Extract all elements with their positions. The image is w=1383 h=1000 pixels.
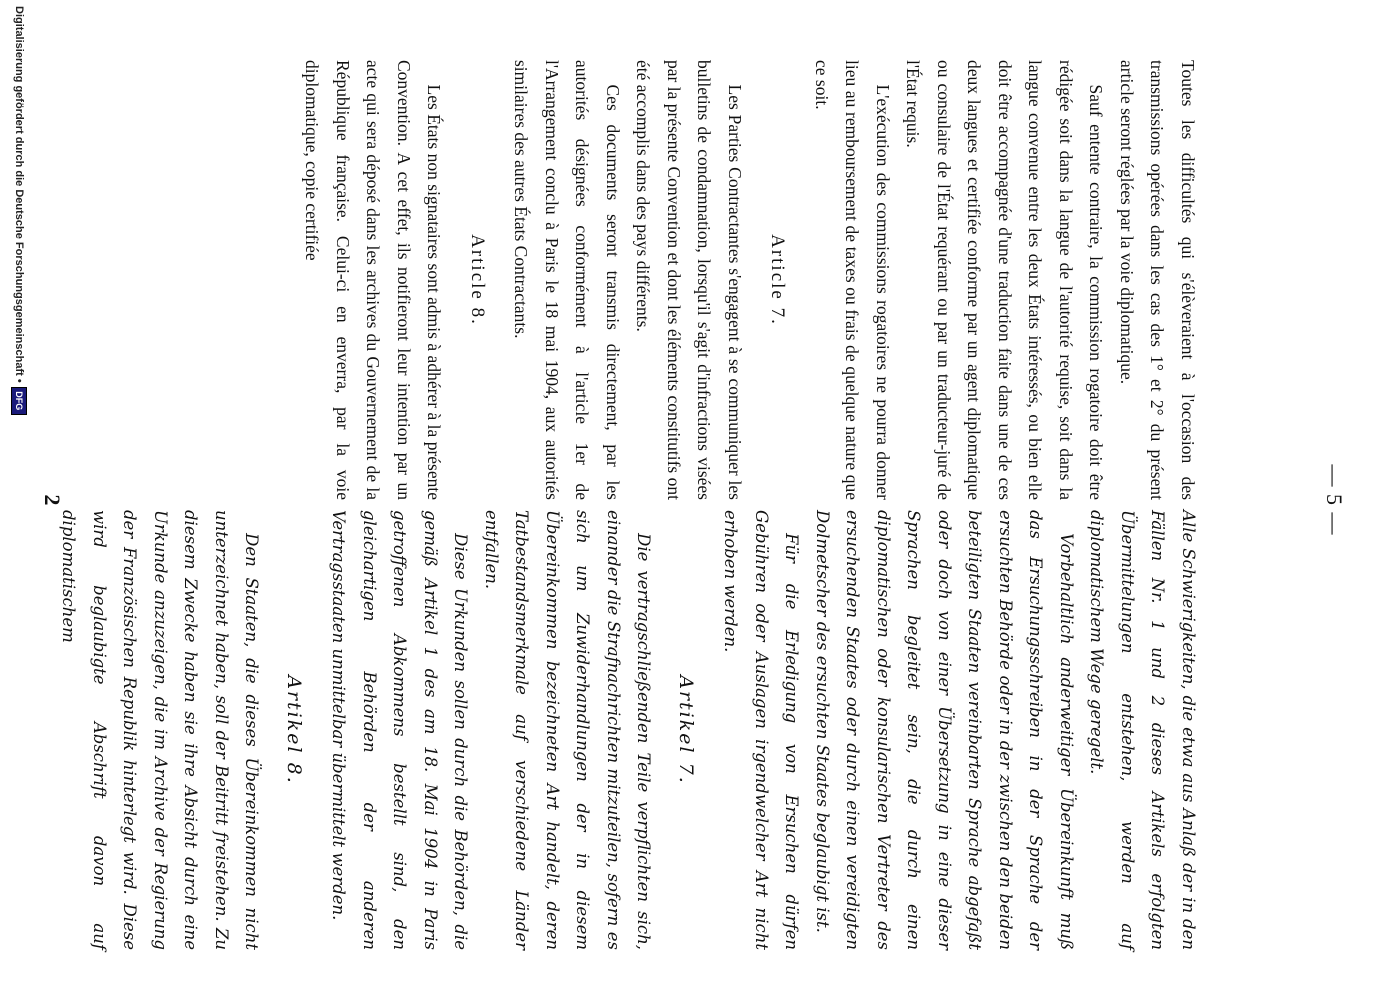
fr-paragraph: Les États non signataires sont admis à adhérer à la présente Convention. A cet effet, ils notifieront leur intention par un acte qui sera déposé dans les archives du Gouvernement de la République française. Celui-ci en enverra, par la voie diplomatique, copie certifiée [302, 60, 445, 500]
signature-mark: 2 [40, 494, 65, 506]
fr-article8-heading: Article 8. [467, 234, 488, 326]
page-number: — 5 — [1322, 464, 1347, 536]
fr-paragraph: L'exécution des commissions rogatoires ne pourra donner lieu au remboursement de taxes ou frais de quelque nature que ce soit. [812, 60, 893, 500]
credit-text: Digitalisierung gefördert durch die Deutsche Forschungsgemeinschaft • [13, 6, 25, 383]
german-column [53, 510, 1203, 950]
fr-article7-heading: Article 7. [767, 234, 789, 326]
de-paragraph: Diese Urkunden sollen durch die Behörden, die gemäß Artikel 1 des am 18. Mai 1904 in Paris getroffenen Abkommens bestellt sind, den gleichartigen Behörden der anderen Vertragsstaaten unmittelbar übermittelt werden. [329, 510, 471, 950]
de-article7-heading: Artikel 7. [675, 675, 697, 785]
fr-paragraph: Les Parties Contractantes s'engagent à se communiquer les bulletins de condamnation, lorsqu'il s'agit d'infractions visées par la présente Convention et dont les éléments constitutifs ont été accomplis dans des pays différents. [633, 60, 745, 500]
de-paragraph: Die vertragschließenden Teile verpflichten sich, einander die Strafnachrichten mitzuteilen, sofern es sich um Zuwiderhandlungen der in diesem Übereinkommen bezeichneten Art handelt, deren Tatbestandsmerkmale auf verschiedene Länder entfallen. [482, 510, 654, 950]
dfg-logo-icon: DFG [11, 387, 27, 415]
de-paragraph: Den Staaten, die dieses Übereinkommen nicht unterzeichnet haben, soll der Beitritt freistehen. Zu diesem Zwecke haben sie ihre Absicht durch eine Urkunde anzuzeigen, die im Archive der Regierung der Französischen Republik hinterlegt wird. Diese wird beglaubigte Abschrift davon auf diplomatischem [59, 510, 262, 950]
de-paragraph: Alle Schwierigkeiten, die etwa aus Anlaß der in den Fällen Nr. 1 und 2 dieses Artikels erfolgten Übermittelungen entstehen, werden auf diplomatischem Wege geregelt. [1087, 510, 1198, 950]
de-paragraph: Vorbehaltlich anderweitiger Übereinkunft muß das Ersuchungsschreiben in der Sprache der ersuchten Behörde oder in der zwischen den beiden beteiligten Staaten vereinbarten Sprache abgefaßt oder doch von einer Übersetzung in eine dieser Sprachen begleitet sein, die durch einen diplomatischen oder konsularischen Vertreter des ersuchenden Staates oder durch einen vereidigten Dolmetscher des ersuchten Staates beglaubigt ist. [813, 510, 1076, 950]
digitization-credit [7, 0, 31, 1000]
french-column [297, 60, 1203, 500]
fr-paragraph: Ces documents seront transmis directement, par les autorités désignées conformément à l'article 1er de l'Arrangement conclu à Paris le 18 mai 1904, aux autorités similaires des autres États Contractants. [511, 60, 623, 500]
fr-paragraph: Toutes les difficultés qui s'élèveraient à l'occasion des transmissions opérées dans les cas des 1° et 2° du présent article seront réglées par la voie diplomatique. [1117, 60, 1198, 500]
de-paragraph: Für die Erledigung von Ersuchen dürfen Gebühren oder Auslagen irgendwelcher Art nicht erhoben werden. [721, 510, 802, 950]
de-article8-heading: Artikel 8. [283, 675, 305, 785]
fr-paragraph: Sauf entente contraire, la commission rogatoire doit être rédigée soit dans la langue de l'autorité requise, soit dans la langue convenue entre les deux États intéressés, ou bien elle doit être accompagnée d'une traduction faite dans une de ces deux langues et certifiée conforme par un agent diplomatique ou consulaire de l'État requérant ou par un traducteur-juré de l'État requis. [903, 60, 1107, 500]
